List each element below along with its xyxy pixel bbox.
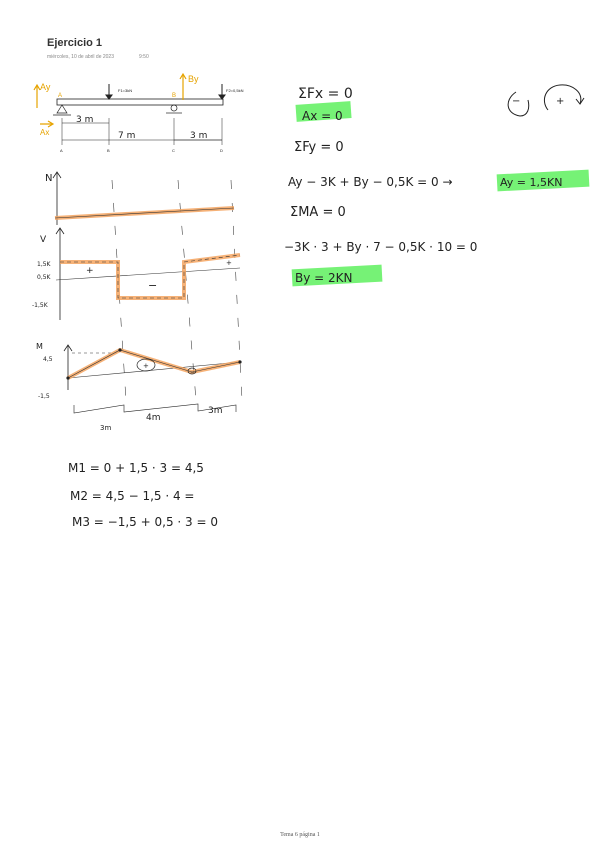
eq-ax: Ax = 0 — [302, 109, 343, 123]
page-title: Ejercicio 1 — [47, 37, 103, 49]
support-b — [171, 105, 177, 111]
point-c: C — [172, 148, 175, 153]
axis-v: V — [40, 235, 47, 245]
seg-4m: 4m — [146, 413, 161, 423]
point-a: A — [60, 148, 63, 153]
dim-3m-left: 3 m — [76, 115, 94, 125]
moment-m3: M3 = −1,5 + 0,5 · 3 = 0 — [72, 515, 218, 529]
m-top: 4,5 — [43, 356, 53, 363]
page-date: miércoles, 10 de abril de 2023 — [47, 54, 114, 60]
v-bot: -1,5K — [32, 302, 48, 309]
v-top: 1,5K — [37, 261, 51, 268]
moment-m1: M1 = 0 + 1,5 · 3 = 4,5 — [68, 461, 204, 475]
eq-by-result: By = 2KN — [295, 271, 353, 285]
label-a-upper: A — [58, 93, 63, 99]
green-highlights — [292, 101, 590, 286]
moment-m2: M2 = 4,5 − 1,5 · 4 = — [70, 489, 195, 503]
point-d: D — [220, 148, 223, 153]
load-point-label: F1=3kN — [118, 88, 133, 93]
page-footer: Tema 6 página 1 — [280, 832, 320, 838]
m-minus: − — [190, 369, 196, 376]
v-plus-right: + — [226, 259, 232, 267]
seg-3m-b: 3m — [208, 406, 223, 416]
n-diagram — [53, 172, 234, 225]
label-b-upper: B — [172, 93, 177, 99]
m-diagram — [64, 345, 242, 413]
sign-plus: + — [556, 96, 565, 107]
label-ax: Ax — [40, 128, 50, 137]
page-time: 9:50 — [139, 54, 149, 60]
eq-ay-result: Ay = 1,5KN — [500, 176, 563, 189]
v-diagram — [56, 228, 240, 320]
point-b: B — [107, 148, 110, 153]
eq-sum-fx: ΣFx = 0 — [298, 86, 353, 102]
eq-moment-expanded: −3K · 3 + By · 7 − 0,5K · 10 = 0 — [284, 240, 478, 254]
v-mid: 0,5K — [37, 274, 51, 281]
m-bot: -1,5 — [38, 393, 50, 400]
sign-minus: − — [512, 96, 521, 107]
dim-7m: 7 m — [118, 131, 136, 141]
axis-m: M — [36, 342, 43, 351]
eq-sum-fy: ΣFy = 0 — [294, 140, 344, 155]
v-plus-left: + — [86, 266, 94, 276]
label-by: By — [188, 74, 199, 84]
support-a — [57, 105, 67, 113]
load-end-label: F2=0,5kN — [226, 88, 244, 93]
dim-3m-right: 3 m — [190, 131, 208, 141]
eq-sum-ma: ΣMA = 0 — [290, 205, 346, 220]
v-minus: − — [148, 279, 158, 292]
seg-3m: 3m — [100, 424, 112, 432]
eq-fy-expanded: Ay − 3K + By − 0,5K = 0 → — [288, 175, 453, 189]
label-ay: Ay — [40, 82, 51, 92]
axis-n: N — [45, 173, 53, 184]
m-plus: + — [143, 362, 149, 370]
beam — [57, 99, 223, 105]
